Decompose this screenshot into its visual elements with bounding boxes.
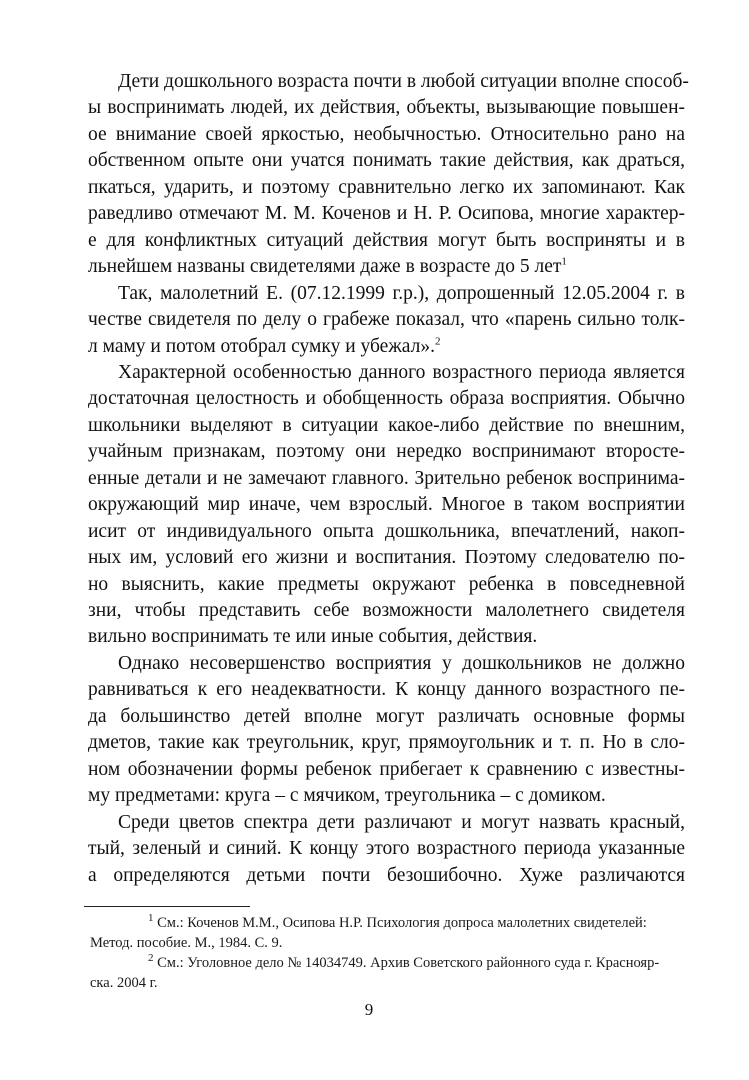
- text-line: енные детали и не замечают главного. Зрительно ребенок воспринима-: [88, 467, 685, 489]
- text-line: вильно воспринимать те или иные события, действия.: [88, 626, 538, 648]
- footnote-text: Метод. пособие. М., 1984. С. 9.: [90, 935, 283, 951]
- text-line: тый, зеленый и синий. К концу этого возрастного периода указанные: [88, 838, 685, 860]
- text-line: честве свидетеля по делу о грабеже показал, что «парень сильно толк-: [88, 309, 685, 331]
- text-line: Однако несовершенство восприятия у дошкольников не должно: [118, 652, 685, 674]
- footnote-number: 2: [148, 952, 154, 965]
- footnote-text: См.: Коченов М.М., Осипова Н.Р. Психология допроса малолетних свидетелей:: [157, 915, 647, 931]
- text-line: учайным признакам, поэтому они нередко воспринимают второсте-: [88, 441, 685, 463]
- text-line: школьники выделяют в ситуации какое-либо действие по внешним,: [88, 414, 685, 436]
- footnote-ref-2: 2: [434, 335, 441, 348]
- footnote-ref-1: 1: [561, 255, 567, 268]
- text-line: окружающий мир иначе, чем взрослый. Многое в таком восприятии: [88, 494, 685, 516]
- text-line: е для конфликтных ситуаций действия могут быть восприняты и в: [88, 229, 685, 251]
- text-line: достаточная целостность и обобщенность образа восприятия. Обычно: [88, 388, 685, 410]
- text-line: дметов, такие как треугольник, круг, прямоугольник и т. п. Но в сло-: [88, 732, 685, 754]
- text-line: ном обозначении формы ребенок прибегает к сравнению с известны-: [88, 758, 685, 780]
- text-line: зни, чтобы представить себе возможности малолетнего свидетеля: [88, 600, 685, 622]
- footnote-number: 1: [148, 912, 154, 925]
- text-line-with-footnote: [88, 335, 440, 359]
- text-line: обственном опыте они учатся понимать такие действия, как драться,: [88, 150, 685, 172]
- text-line: но выяснить, какие предметы окружают ребенка в повседневной: [88, 573, 685, 595]
- text-line: ое внимание своей яркостью, необычностью. Относительно рано на: [88, 123, 685, 145]
- text-line: ы воспринимать людей, их действия, объекты, вызывающие повышен-: [88, 97, 685, 119]
- text-line: равниваться к его неадекватности. К концу данного возрастного пе-: [88, 679, 685, 701]
- text-line: да большинство детей вполне могут различать основные формы: [88, 705, 685, 727]
- footnote-1-line: [148, 914, 647, 932]
- text-line: а определяются детьми почти безошибочно. Хуже различаются: [88, 864, 685, 886]
- footnote-text: См.: Уголовное дело № 14034749. Архив Советского районного суда г. Краснояр-: [157, 955, 660, 971]
- text-line: л маму и потом отобрал сумку и убежал».: [88, 335, 435, 357]
- text-line: пкаться, ударить, и поэтому сравнительно легко их запоминают. Как: [88, 176, 685, 198]
- text-line: Характерной особенностью данного возрастного периода является: [118, 361, 685, 383]
- footnote-divider: [84, 906, 250, 907]
- text-line: му предметами: круга – с мячиком, треугольника – с домиком.: [88, 785, 606, 807]
- text-line-with-footnote: [88, 255, 567, 279]
- text-line: Среди цветов спектра дети различают и могут назвать красный,: [118, 811, 685, 833]
- text-line: Дети дошкольного возраста почти в любой ситуации вполне способ-: [118, 71, 689, 92]
- footnote-text: ска. 2004 г.: [90, 975, 158, 991]
- footnote-2-line: [148, 954, 659, 972]
- text-line: раведливо отмечают М. М. Коченов и Н. Р. Осипова, многие характер-: [88, 203, 685, 225]
- text-line: Так, малолетний Е. (07.12.1999 г.р.), допрошенный 12.05.2004 г. в: [118, 282, 685, 304]
- page-number: 9: [364, 1000, 374, 1019]
- text-line: исит от индивидуального опыта дошкольника, впечатлений, накоп-: [88, 520, 685, 542]
- text-line: ных им, условий его жизни и воспитания. Поэтому следователю по-: [88, 547, 685, 569]
- text-line: льнейшем названы свидетелями даже в возрасте до 5 лет: [88, 256, 562, 278]
